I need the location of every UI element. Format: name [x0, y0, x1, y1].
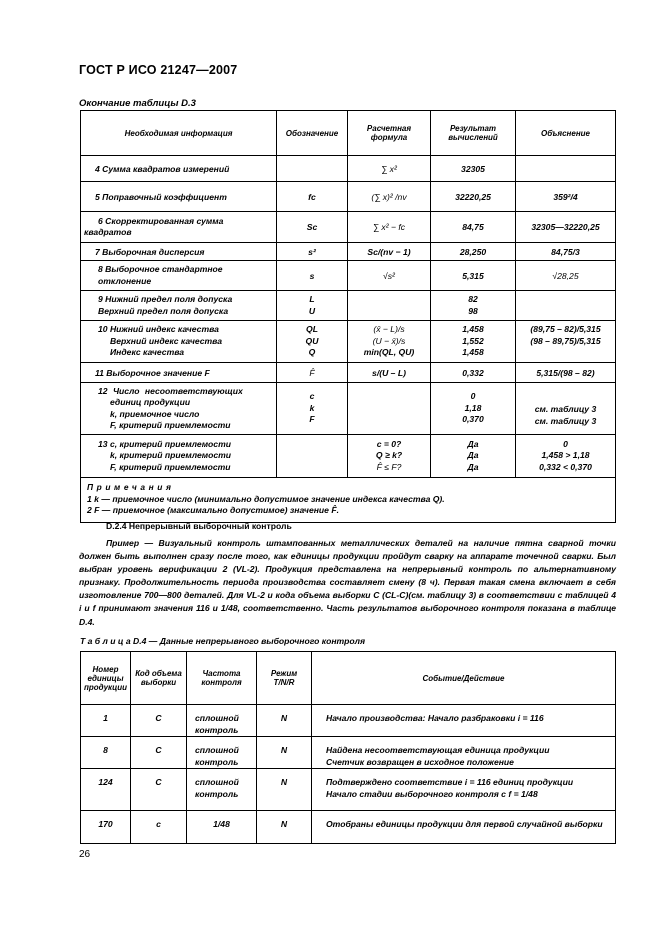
- explanation-cell: см. таблицу 3 см. таблицу 3: [516, 383, 616, 435]
- explanation-cell: 32305—32220,25: [516, 212, 616, 243]
- formula-cell: ∑ x²: [348, 156, 431, 182]
- frequency-cell: сплошной контроль: [187, 737, 257, 769]
- symbol-cell: Sc: [277, 212, 348, 243]
- column-header: Частота контроля: [187, 652, 257, 705]
- sample-code-cell: C: [131, 705, 187, 737]
- table-d4: [80, 651, 616, 844]
- formula-cell: ∑ x² − fc: [348, 212, 431, 243]
- table-row: [81, 705, 616, 737]
- table-notes-row: [81, 478, 616, 523]
- table-row: [81, 182, 616, 212]
- unit-number-cell: 170: [81, 811, 131, 844]
- table-d4-caption: Т а б л и ц а D.4 — Данные непрерывного выборочного контроля: [80, 636, 366, 646]
- explanation-cell: √28,25: [516, 261, 616, 291]
- formula-cell: Sc/(nv − 1): [348, 243, 431, 261]
- info-cell: 10 Нижний индекс качества Верхний индекс качества Индекс качества: [81, 321, 277, 363]
- section-paragraph: Пример — Визуальный контроль штампованных металлических деталей на наличие пятна сварной точки должен быть выполнен сразу после того, как единицы продукции пройдут сварку на аппарате точечной сварки. Был выбран уровень верификации 2 (VL-2). Продукция представлена на непрерывный контроль по альтернативному признаку. Продолжительность периода производства составляет смену (8 ч). Первая такая смена включает в себя изготовление 700—800 деталей. Для VL-2 и кода объема выборки C (CL-C)(см. таблицу 3) в соответствии с таблицей 4 i и f принимают значения 116 и 1/48, соответственно. Часть результатов выборочного контроля показана в таблице D.4.: [79, 538, 616, 627]
- info-cell: 8 Выборочное стандартное отклонение: [81, 261, 277, 291]
- frequency-cell: 1/48: [187, 811, 257, 844]
- column-header: Результат вычислений: [431, 111, 516, 156]
- formula-cell: s/(U – L): [348, 363, 431, 383]
- explanation-cell: 5,315/(98 – 82): [516, 363, 616, 383]
- note-item: 2 F — приемочное (максимально допустимое) значение F̂.: [87, 505, 339, 515]
- event-cell: Подтверждено соответствие i = 116 единиц продукции Начало стадии выборочного контроля с f = 1/48: [312, 769, 616, 811]
- table-row: [81, 261, 616, 291]
- symbol-cell: [277, 435, 348, 478]
- table-row: [81, 321, 616, 363]
- table-row: [81, 435, 616, 478]
- symbol-cell: [277, 156, 348, 182]
- table-row: [81, 212, 616, 243]
- info-cell: 6 Скорректированная сумма квадратов: [81, 212, 277, 243]
- sample-code-cell: c: [131, 811, 187, 844]
- table-row: [81, 363, 616, 383]
- column-header: Расчетная формула: [348, 111, 431, 156]
- section-title: D.2.4 Непрерывный выборочный контроль: [106, 521, 292, 531]
- formula-cell: √s²: [348, 261, 431, 291]
- column-header: Режим T/N/R: [257, 652, 312, 705]
- frequency-cell: сплошной контроль: [187, 769, 257, 811]
- result-cell: 1,458 1,552 1,458: [431, 321, 516, 363]
- document-header: ГОСТ Р ИСО 21247—2007: [79, 63, 238, 77]
- column-header: Код объема выборки: [131, 652, 187, 705]
- symbol-cell: s: [277, 261, 348, 291]
- explanation-cell: 0 1,458 > 1,18 0,332 < 0,370: [516, 435, 616, 478]
- explanation-cell: 84,75/3: [516, 243, 616, 261]
- info-cell: 9 Нижний предел поля допуска Верхний предел поля допуска: [81, 291, 277, 321]
- info-cell: 11 Выборочное значение F: [81, 363, 277, 383]
- result-cell: 0,332: [431, 363, 516, 383]
- table-header-row: [81, 111, 616, 156]
- info-cell: 7 Выборочная дисперсия: [81, 243, 277, 261]
- unit-number-cell: 8: [81, 737, 131, 769]
- page-number: 26: [79, 849, 91, 860]
- event-cell: Найдена несоответствующая единица продукции Счетчик возвращен в исходное положение: [312, 737, 616, 769]
- notes-title: Примечания: [87, 482, 175, 492]
- result-cell: 84,75: [431, 212, 516, 243]
- unit-number-cell: 1: [81, 705, 131, 737]
- mode-cell: N: [257, 737, 312, 769]
- note-item: 1 k — приемочное число (минимально допустимое значение индекса качества Q).: [87, 493, 445, 504]
- result-cell: 28,250: [431, 243, 516, 261]
- symbol-cell: c k F: [277, 383, 348, 435]
- event-cell: Начало производства: Начало разбраковки i = 116: [312, 705, 616, 737]
- info-cell: 13 c, критерий приемлемости k, критерий приемлемости F, критерий приемлемости: [81, 435, 277, 478]
- mode-cell: N: [257, 769, 312, 811]
- table-header-row: [81, 652, 616, 705]
- table-row: [81, 156, 616, 182]
- table-d3-caption: Окончание таблицы D.3: [79, 98, 196, 109]
- table-d3: [80, 110, 616, 523]
- mode-cell: N: [257, 811, 312, 844]
- column-header: Обозначение: [277, 111, 348, 156]
- column-header: Объяснение: [516, 111, 616, 156]
- explanation-cell: (89,75 – 82)/5,315 (98 – 89,75)/5,315: [516, 321, 616, 363]
- symbol-cell: QL QU Q: [277, 321, 348, 363]
- formula-cell: (x̄ − L)/s (U − x̄)/s min(QL, QU): [348, 321, 431, 363]
- table-row: [81, 243, 616, 261]
- sample-code-cell: C: [131, 769, 187, 811]
- formula-cell: c = 0? Q ≥ k? F̂ ≤ F?: [348, 435, 431, 478]
- unit-number-cell: 124: [81, 769, 131, 811]
- result-cell: 0 1,18 0,370: [431, 383, 516, 435]
- formula-cell: [348, 383, 431, 435]
- result-cell: 5,315: [431, 261, 516, 291]
- symbol-cell: s²: [277, 243, 348, 261]
- table-row: [81, 383, 616, 435]
- column-header: Номер единицы продукции: [81, 652, 131, 705]
- symbol-cell: L U: [277, 291, 348, 321]
- symbol-cell: F̂: [277, 363, 348, 383]
- explanation-cell: 359²/4: [516, 182, 616, 212]
- result-cell: 82 98: [431, 291, 516, 321]
- sample-code-cell: C: [131, 737, 187, 769]
- column-header: Событие/Действие: [312, 652, 616, 705]
- frequency-cell: сплошной контроль: [187, 705, 257, 737]
- table-row: [81, 737, 616, 769]
- mode-cell: N: [257, 705, 312, 737]
- formula-cell: (∑ x)² /nv: [348, 182, 431, 212]
- result-cell: 32220,25: [431, 182, 516, 212]
- table-row: [81, 811, 616, 844]
- result-cell: 32305: [431, 156, 516, 182]
- explanation-cell: [516, 156, 616, 182]
- explanation-cell: [516, 291, 616, 321]
- event-cell: Отобраны единицы продукции для первой случайной выборки: [312, 811, 616, 844]
- notes-cell: [81, 478, 616, 523]
- formula-cell: [348, 291, 431, 321]
- symbol-cell: fc: [277, 182, 348, 212]
- table-row: [81, 291, 616, 321]
- column-header: Необходимая информация: [81, 111, 277, 156]
- info-cell: 5 Поправочный коэффициент: [81, 182, 277, 212]
- result-cell: Да Да Да: [431, 435, 516, 478]
- table-row: [81, 769, 616, 811]
- info-cell: 4 Сумма квадратов измерений: [81, 156, 277, 182]
- info-cell: 12 Число несоответствующих единиц продукции k, приемочное число F, критерий приемлемости: [81, 383, 277, 435]
